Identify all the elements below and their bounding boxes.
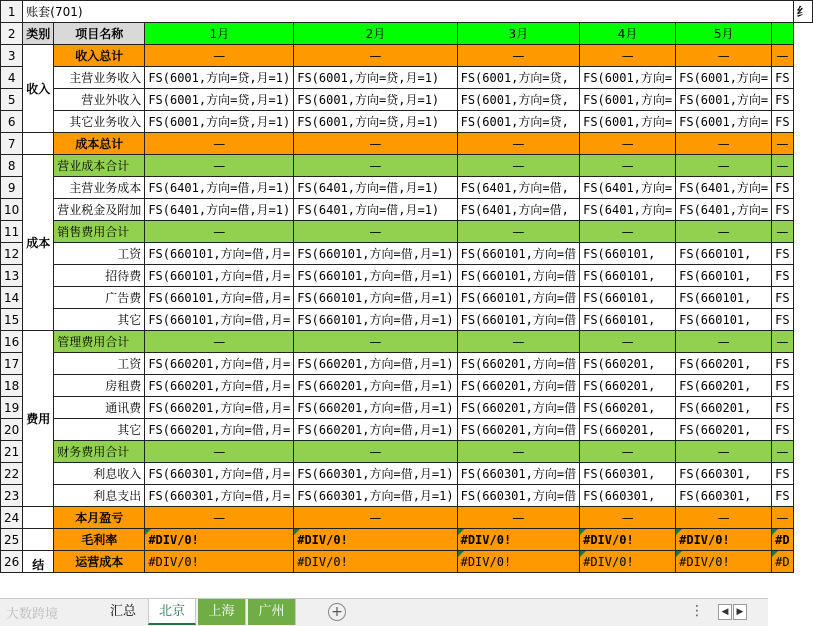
formula-cell[interactable]: FS xyxy=(772,243,793,265)
formula-cell[interactable]: FS(660101, xyxy=(580,265,676,287)
subtotal-dash-cell[interactable]: — xyxy=(457,441,579,463)
formula-cell[interactable]: FS(660101,方向=借 xyxy=(457,265,579,287)
formula-cell[interactable]: FS(660201,方向=借 xyxy=(457,375,579,397)
summary-dash-cell[interactable]: — xyxy=(772,133,793,155)
line-item-label[interactable]: 主营业务成本 xyxy=(54,177,145,199)
formula-cell[interactable]: FS(660301,方向=借,月=1) xyxy=(294,463,457,485)
subtotal-dash-cell[interactable]: — xyxy=(580,441,676,463)
error-cell[interactable]: #DIV/0! xyxy=(457,529,579,551)
error-cell[interactable]: #DIV/0! xyxy=(294,529,457,551)
row-header[interactable]: 11 xyxy=(1,221,23,243)
formula-cell[interactable]: FS(660101, xyxy=(676,243,772,265)
error-cell[interactable]: #DIV/0! xyxy=(145,551,294,573)
summary-dash-cell[interactable]: — xyxy=(145,133,294,155)
sheet-row xyxy=(1,243,813,265)
watermark-text: 大数跨境 xyxy=(6,607,59,622)
line-item-label[interactable]: 工资 xyxy=(54,353,145,375)
subtotal-dash-cell[interactable]: — xyxy=(580,155,676,177)
more-options-icon[interactable]: ⋮ xyxy=(690,603,704,619)
subtotal-dash-cell[interactable]: — xyxy=(580,331,676,353)
sheet-row xyxy=(1,67,813,89)
category-blank[interactable] xyxy=(23,507,54,529)
formula-cell[interactable]: FS(660201,方向=借 xyxy=(457,419,579,441)
formula-cell[interactable]: FS(660201,方向=借 xyxy=(457,353,579,375)
formula-cell[interactable]: FS(6001,方向= xyxy=(676,67,772,89)
sheet-row xyxy=(1,45,813,67)
formula-cell[interactable]: FS(660101,方向=借,月= xyxy=(145,287,294,309)
row-header[interactable]: 1 xyxy=(1,1,23,23)
line-item-label[interactable]: 其它 xyxy=(54,309,145,331)
row-header[interactable]: 18 xyxy=(1,375,23,397)
formula-cell[interactable]: FS xyxy=(772,89,793,111)
subtotal-dash-cell[interactable]: — xyxy=(676,155,772,177)
formula-cell[interactable]: FS(660101, xyxy=(676,287,772,309)
sheet-row xyxy=(1,441,813,463)
row-header[interactable]: 6 xyxy=(1,111,23,133)
sheet-row xyxy=(1,485,813,507)
summary-dash-cell[interactable]: — xyxy=(457,507,579,529)
ledger-title[interactable]: 账套(701) xyxy=(23,1,793,23)
summary-dash-cell[interactable]: — xyxy=(457,45,579,67)
formula-cell[interactable]: FS(6001,方向=贷,月=1) xyxy=(145,89,294,111)
summary-dash-cell[interactable]: — xyxy=(145,507,294,529)
subtotal-dash-cell[interactable]: — xyxy=(772,155,793,177)
formula-cell[interactable]: FS xyxy=(772,177,793,199)
row-header[interactable]: 20 xyxy=(1,419,23,441)
error-cell[interactable]: #DIV/0! xyxy=(580,551,676,573)
subtotal-dash-cell[interactable]: — xyxy=(457,221,579,243)
row-header[interactable]: 14 xyxy=(1,287,23,309)
category-blank[interactable] xyxy=(23,133,54,155)
header-month-overflow[interactable] xyxy=(772,23,793,45)
line-item-label[interactable]: 通讯费 xyxy=(54,397,145,419)
subtotal-dash-cell[interactable]: — xyxy=(294,441,457,463)
formula-cell[interactable]: FS(660301,方向=借 xyxy=(457,485,579,507)
sheet-row xyxy=(1,111,813,133)
subtotal-dash-cell[interactable]: — xyxy=(294,221,457,243)
row-header[interactable]: 4 xyxy=(1,67,23,89)
summary-dash-cell[interactable]: — xyxy=(294,507,457,529)
summary-dash-cell[interactable]: — xyxy=(676,133,772,155)
formula-cell[interactable]: FS(660301, xyxy=(676,463,772,485)
formula-cell[interactable]: FS(660201,方向=借,月= xyxy=(145,353,294,375)
row-header[interactable]: 15 xyxy=(1,309,23,331)
formula-cell[interactable]: FS(6401,方向= xyxy=(676,199,772,221)
summary-label[interactable]: 成本总计 xyxy=(54,133,145,155)
formula-cell[interactable]: FS(660201, xyxy=(580,419,676,441)
row-header[interactable]: 8 xyxy=(1,155,23,177)
formula-cell[interactable]: FS(660101, xyxy=(580,287,676,309)
sheet-row xyxy=(1,23,813,45)
subtotal-dash-cell[interactable]: — xyxy=(145,155,294,177)
formula-cell[interactable]: FS(660201,方向=借,月= xyxy=(145,397,294,419)
formula-cell[interactable]: FS(6001,方向= xyxy=(580,89,676,111)
sheet-row xyxy=(1,177,813,199)
formula-cell[interactable]: FS(660201,方向=借,月= xyxy=(145,419,294,441)
sheet-row xyxy=(1,265,813,287)
formula-cell[interactable]: FS(6401,方向= xyxy=(580,177,676,199)
summary-dash-cell[interactable]: — xyxy=(676,45,772,67)
formula-cell[interactable]: FS(6401,方向=借,月=1) xyxy=(145,177,294,199)
formula-cell[interactable]: FS(660201, xyxy=(676,375,772,397)
line-item-label[interactable]: 利息收入 xyxy=(54,463,145,485)
formula-cell[interactable]: FS(660301, xyxy=(580,485,676,507)
formula-cell[interactable]: FS(660201, xyxy=(676,353,772,375)
formula-cell[interactable]: FS(660101, xyxy=(676,309,772,331)
error-cell[interactable]: #DIV/0! xyxy=(676,551,772,573)
subtotal-label[interactable]: 财务费用合计 xyxy=(54,441,145,463)
formula-cell[interactable]: FS(660101,方向=借 xyxy=(457,287,579,309)
formula-cell[interactable]: FS xyxy=(772,199,793,221)
tab-shanghai[interactable]: 上海 xyxy=(198,599,246,625)
category-expense[interactable]: 费用 xyxy=(23,331,54,507)
formula-cell[interactable]: FS(6001,方向=贷, xyxy=(457,67,579,89)
summary-dash-cell[interactable]: — xyxy=(580,45,676,67)
formula-cell[interactable]: FS(660301,方向=借,月=1) xyxy=(294,485,457,507)
formula-cell[interactable]: FS(660301,方向=借,月= xyxy=(145,463,294,485)
subtotal-dash-cell[interactable]: — xyxy=(145,221,294,243)
summary-label[interactable]: 收入总计 xyxy=(54,45,145,67)
formula-cell[interactable]: FS xyxy=(772,485,793,507)
sheet-row xyxy=(1,133,813,155)
formula-cell[interactable]: FS(660101,方向=借,月=1) xyxy=(294,309,457,331)
tab-beijing[interactable]: 北京 xyxy=(148,599,196,625)
formula-cell[interactable]: FS(660201,方向=借,月=1) xyxy=(294,375,457,397)
formula-cell[interactable]: FS xyxy=(772,111,793,133)
formula-cell[interactable]: FS(660301, xyxy=(676,485,772,507)
formula-cell[interactable]: FS(6001,方向= xyxy=(676,111,772,133)
formula-cell[interactable]: FS(6001,方向=贷,月=1) xyxy=(294,89,457,111)
formula-cell[interactable]: FS(660101,方向=借,月=1) xyxy=(294,243,457,265)
category-blank[interactable] xyxy=(23,529,54,551)
row-header[interactable]: 19 xyxy=(1,397,23,419)
formula-cell[interactable]: FS(660101, xyxy=(580,243,676,265)
subtotal-dash-cell[interactable]: — xyxy=(294,155,457,177)
row-header[interactable]: 13 xyxy=(1,265,23,287)
formula-cell[interactable]: FS(660201, xyxy=(580,397,676,419)
line-item-label[interactable]: 广告费 xyxy=(54,287,145,309)
subtotal-dash-cell[interactable]: — xyxy=(294,331,457,353)
row-header[interactable]: 24 xyxy=(1,507,23,529)
summary-dash-cell[interactable]: — xyxy=(294,133,457,155)
sheet-row xyxy=(1,1,813,23)
subtotal-dash-cell[interactable]: — xyxy=(676,331,772,353)
sheet-row xyxy=(1,89,813,111)
subtotal-dash-cell[interactable]: — xyxy=(772,221,793,243)
formula-cell[interactable]: FS(660101,方向=借,月= xyxy=(145,243,294,265)
error-cell[interactable]: #DIV/0! xyxy=(145,529,294,551)
line-item-label[interactable]: 利息支出 xyxy=(54,485,145,507)
formula-cell[interactable]: FS(6401,方向=借,月=1) xyxy=(145,199,294,221)
add-sheet-button[interactable]: + xyxy=(328,603,346,621)
row-header[interactable]: 10 xyxy=(1,199,23,221)
formula-cell[interactable]: FS(6401,方向=借,月=1) xyxy=(294,199,457,221)
formula-cell[interactable]: FS xyxy=(772,463,793,485)
scroll-right-button[interactable]: ▶ xyxy=(733,604,747,620)
summary-dash-cell[interactable]: — xyxy=(294,45,457,67)
operating-cost-label[interactable]: 运营成本 xyxy=(54,551,145,573)
line-item-label[interactable]: 其它 xyxy=(54,419,145,441)
formula-cell[interactable]: FS(6001,方向= xyxy=(580,67,676,89)
scroll-left-button[interactable]: ◀ xyxy=(718,604,732,620)
formula-cell[interactable]: FS xyxy=(772,353,793,375)
line-item-label[interactable]: 营业外收入 xyxy=(54,89,145,111)
summary-dash-cell[interactable]: — xyxy=(676,507,772,529)
row-header[interactable]: 16 xyxy=(1,331,23,353)
summary-dash-cell[interactable]: — xyxy=(580,133,676,155)
line-item-label[interactable]: 房租费 xyxy=(54,375,145,397)
category-truncated[interactable]: 结 xyxy=(23,551,54,573)
error-cell[interactable]: #DIV/0! xyxy=(676,529,772,551)
formula-cell[interactable]: FS(660101,方向=借 xyxy=(457,243,579,265)
row-header[interactable]: 25 xyxy=(1,529,23,551)
formula-cell[interactable]: FS(660201,方向=借,月=1) xyxy=(294,419,457,441)
sheet-tab-bar xyxy=(0,598,768,626)
category-cost[interactable]: 成本 xyxy=(23,155,54,331)
subtotal-label[interactable]: 销售费用合计 xyxy=(54,221,145,243)
formula-cell[interactable]: FS(6401,方向= xyxy=(676,177,772,199)
formula-cell[interactable]: FS(6001,方向=贷,月=1) xyxy=(294,67,457,89)
row-header[interactable]: 12 xyxy=(1,243,23,265)
sheet-row xyxy=(1,551,813,573)
summary-label[interactable]: 本月盈亏 xyxy=(54,507,145,529)
sheet-row xyxy=(1,529,813,551)
formula-cell[interactable]: FS(660201,方向=借,月=1) xyxy=(294,397,457,419)
sheet-row xyxy=(1,463,813,485)
row-header[interactable]: 23 xyxy=(1,485,23,507)
subtotal-dash-cell[interactable]: — xyxy=(145,441,294,463)
subtotal-dash-cell[interactable]: — xyxy=(772,331,793,353)
error-cell[interactable]: #D xyxy=(772,551,793,573)
subtotal-label[interactable]: 管理费用合计 xyxy=(54,331,145,353)
sheet-row xyxy=(1,155,813,177)
formula-cell[interactable]: FS(660101,方向=借,月=1) xyxy=(294,265,457,287)
formula-cell[interactable]: FS xyxy=(772,309,793,331)
summary-dash-cell[interactable]: — xyxy=(145,45,294,67)
formula-cell[interactable]: FS(660201, xyxy=(676,397,772,419)
header-category[interactable]: 类别 xyxy=(23,23,54,45)
formula-cell[interactable]: FS xyxy=(772,397,793,419)
formula-cell[interactable]: FS(6001,方向=贷,月=1) xyxy=(294,111,457,133)
subtotal-dash-cell[interactable]: — xyxy=(772,441,793,463)
error-cell[interactable]: #DIV/0! xyxy=(457,551,579,573)
formula-cell[interactable]: FS(660101,方向=借,月= xyxy=(145,265,294,287)
error-cell[interactable]: #DIV/0! xyxy=(294,551,457,573)
sheet-row xyxy=(1,309,813,331)
row-header[interactable]: 21 xyxy=(1,441,23,463)
formula-cell[interactable]: FS(6001,方向= xyxy=(580,111,676,133)
formula-cell[interactable]: FS(6401,方向=借, xyxy=(457,199,579,221)
header-month[interactable]: 4月 xyxy=(580,23,676,45)
formula-cell[interactable]: FS(660201, xyxy=(676,419,772,441)
row-header[interactable]: 7 xyxy=(1,133,23,155)
category-income[interactable]: 收入 xyxy=(23,45,54,133)
summary-dash-cell[interactable]: — xyxy=(580,507,676,529)
tab-summary[interactable]: 汇总 xyxy=(109,604,136,619)
subtotal-dash-cell[interactable]: — xyxy=(457,331,579,353)
formula-cell[interactable]: FS xyxy=(772,419,793,441)
row-header[interactable]: 2 xyxy=(1,23,23,45)
formula-cell[interactable]: FS(660101,方向=借,月=1) xyxy=(294,287,457,309)
line-item-label[interactable]: 其它业务收入 xyxy=(54,111,145,133)
row-header[interactable]: 17 xyxy=(1,353,23,375)
formula-cell[interactable]: FS(6001,方向=贷, xyxy=(457,111,579,133)
header-month[interactable]: 1月 xyxy=(145,23,294,45)
line-item-label[interactable]: 主营业务收入 xyxy=(54,67,145,89)
tab-guangzhou[interactable]: 广州 xyxy=(248,599,296,625)
formula-cell[interactable]: FS(6001,方向=贷,月=1) xyxy=(145,67,294,89)
row-header[interactable]: 9 xyxy=(1,177,23,199)
subtotal-dash-cell[interactable]: — xyxy=(580,221,676,243)
formula-cell[interactable]: FS(6001,方向=贷, xyxy=(457,89,579,111)
formula-cell[interactable]: FS(6001,方向=贷,月=1) xyxy=(145,111,294,133)
formula-cell[interactable]: FS(660101,方向=借,月= xyxy=(145,309,294,331)
formula-cell[interactable]: FS(660101,方向=借 xyxy=(457,309,579,331)
formula-cell[interactable]: FS(660201,方向=借 xyxy=(457,397,579,419)
subtotal-dash-cell[interactable]: — xyxy=(457,155,579,177)
sheet-row xyxy=(1,199,813,221)
error-cell[interactable]: #D xyxy=(772,529,793,551)
sheet-row xyxy=(1,287,813,309)
gross-margin-label[interactable]: 毛利率 xyxy=(54,529,145,551)
formula-cell[interactable]: FS(6401,方向=借, xyxy=(457,177,579,199)
summary-dash-cell[interactable]: — xyxy=(457,133,579,155)
formula-cell[interactable]: FS(660101, xyxy=(676,265,772,287)
summary-dash-cell[interactable]: — xyxy=(772,507,793,529)
formula-cell[interactable]: FS(660201, xyxy=(580,353,676,375)
row-header[interactable]: 22 xyxy=(1,463,23,485)
summary-dash-cell[interactable]: — xyxy=(772,45,793,67)
sheet-row xyxy=(1,221,813,243)
formula-cell[interactable]: FS xyxy=(772,287,793,309)
sheet-row xyxy=(1,353,813,375)
line-item-label[interactable]: 工资 xyxy=(54,243,145,265)
row-header[interactable]: 5 xyxy=(1,89,23,111)
line-item-label[interactable]: 招待费 xyxy=(54,265,145,287)
sheet-row xyxy=(1,397,813,419)
sheet-row xyxy=(1,507,813,529)
formula-cell[interactable]: FS(660201,方向=借,月= xyxy=(145,375,294,397)
formula-cell[interactable]: FS(660201, xyxy=(580,375,676,397)
formula-cell[interactable]: FS(660201,方向=借,月=1) xyxy=(294,353,457,375)
header-month[interactable]: 3月 xyxy=(457,23,579,45)
sheet-row xyxy=(1,419,813,441)
report-title-fragment[interactable]: 纟 xyxy=(793,1,812,23)
formula-cell[interactable]: FS(660301, xyxy=(580,463,676,485)
formula-cell[interactable]: FS xyxy=(772,375,793,397)
line-item-label[interactable]: 营业税金及附加 xyxy=(54,199,145,221)
formula-cell[interactable]: FS(660101, xyxy=(580,309,676,331)
formula-cell[interactable]: FS(6401,方向=借,月=1) xyxy=(294,177,457,199)
subtotal-label[interactable]: 营业成本合计 xyxy=(54,155,145,177)
header-month[interactable]: 2月 xyxy=(294,23,457,45)
row-header[interactable]: 3 xyxy=(1,45,23,67)
formula-cell[interactable]: FS(660301,方向=借,月= xyxy=(145,485,294,507)
sheet-row xyxy=(1,331,813,353)
error-cell[interactable]: #DIV/0! xyxy=(580,529,676,551)
formula-cell[interactable]: FS(660301,方向=借 xyxy=(457,463,579,485)
formula-cell[interactable]: FS xyxy=(772,67,793,89)
subtotal-dash-cell[interactable]: — xyxy=(145,331,294,353)
row-header[interactable]: 26 xyxy=(1,551,23,573)
header-month[interactable]: 5月 xyxy=(676,23,772,45)
sheet-row xyxy=(1,375,813,397)
formula-cell[interactable]: FS(6001,方向= xyxy=(676,89,772,111)
formula-cell[interactable]: FS(6401,方向= xyxy=(580,199,676,221)
subtotal-dash-cell[interactable]: — xyxy=(676,441,772,463)
formula-cell[interactable]: FS xyxy=(772,265,793,287)
subtotal-dash-cell[interactable]: — xyxy=(676,221,772,243)
header-item-name[interactable]: 项目名称 xyxy=(54,23,145,45)
